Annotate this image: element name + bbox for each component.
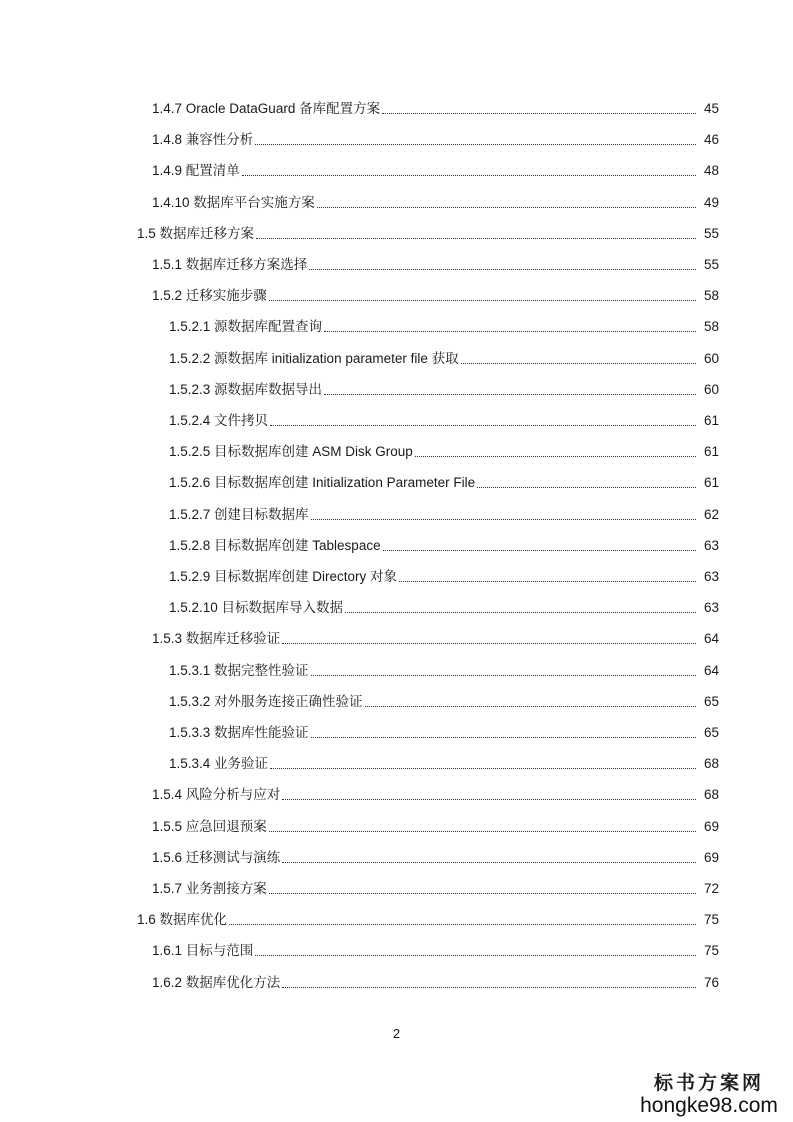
toc-dot-leader [255,955,696,956]
toc-entry-label: 1.5.1 数据库迁移方案选择 [152,257,308,272]
toc-entry-page: 55 [703,257,719,272]
toc-entry-label: 1.5.2.5 目标数据库创建 ASM Disk Group [169,444,413,460]
toc-entry-page: 69 [703,849,719,865]
toc-entry[interactable] [152,782,719,804]
toc-dot-leader [255,144,696,145]
toc-entry-label: 1.5.2.10 目标数据库导入数据 [169,600,344,616]
toc-dot-leader [229,924,696,925]
toc-entry-label: 1.5.2.6 目标数据库创建 Initialization Parameter File [169,475,476,491]
toc-entry[interactable] [169,314,719,336]
toc-entry[interactable] [169,564,719,586]
toc-entry-label: 1.5.2.3 源数据库数据导出 [169,381,323,397]
toc-entry[interactable] [152,190,719,212]
toc-entry-page: 76 [703,974,719,990]
toc-entry-label: 1.5.2.2 源数据库 initialization parameter file 获取 [169,350,459,366]
toc-dot-leader [282,862,696,863]
toc-entry-label: 1.5.6 迁移测试与演练 [152,849,281,865]
toc-entry[interactable] [137,907,719,929]
toc-entry[interactable] [152,158,719,180]
toc-entry-label: 1.5.3.2 对外服务连接正确性验证 [169,693,363,709]
toc-entry-label: 1.5.2 迁移实施步骤 [152,288,267,304]
toc-entry-page: 65 [703,725,719,740]
watermark-url: hongke98.com [640,1094,778,1117]
toc-entry-label: 1.5.3 数据库迁移验证 [152,631,281,647]
toc-dot-leader [270,425,696,426]
toc-dot-leader [311,519,696,520]
toc-entry-page: 45 [703,101,719,116]
toc-entry-page: 63 [703,569,719,584]
toc-entry[interactable] [169,502,719,524]
toc-entry[interactable] [152,938,719,960]
toc-entry-label: 1.4.9 配置清单 [152,163,240,179]
toc-entry-page: 49 [703,194,719,210]
toc-entry-page: 63 [703,600,719,616]
toc-entry-label: 1.4.10 数据库平台实施方案 [152,194,315,210]
toc-dot-leader [269,300,696,301]
toc-entry-page: 46 [703,132,719,148]
watermark-logo [639,1068,779,1117]
toc-entry-page: 68 [703,787,719,803]
toc-entry-label: 1.5.2.7 创建目标数据库 [169,506,309,522]
toc-entry-page: 64 [703,631,719,647]
toc-dot-leader [282,643,696,644]
toc-entry-label: 1.6 数据库优化 [137,912,228,928]
toc-entry[interactable] [169,408,719,430]
toc-entry-page: 68 [703,756,719,772]
watermark-brand: 标书方案网 [653,1072,764,1094]
toc-entry-page: 64 [703,662,719,678]
toc-dot-leader [242,175,696,176]
toc-dot-leader [365,706,696,707]
toc-dot-leader [324,394,696,395]
toc-entry[interactable] [169,595,719,617]
toc-entry[interactable] [169,658,719,680]
toc-entry-label: 1.5.3.3 数据库性能验证 [169,725,309,740]
toc-entry[interactable] [152,283,719,305]
toc-entry[interactable] [152,626,719,648]
toc-entry-page: 63 [703,537,719,553]
toc-entry-page: 75 [703,943,719,959]
toc-dot-leader [317,207,696,208]
toc-entry[interactable] [169,439,719,461]
toc-entry[interactable] [137,221,719,243]
toc-dot-leader [269,893,696,894]
toc-entry-page: 55 [703,225,719,241]
toc-entry-page: 61 [703,444,719,460]
toc-entry-page: 60 [703,381,719,397]
toc-entry-page: 69 [703,818,719,834]
toc-dot-leader [345,612,696,613]
toc-entry-label: 1.5.3.4 业务验证 [169,756,269,772]
toc-entry[interactable] [152,970,719,992]
toc-entry-label: 1.6.1 目标与范围 [152,943,254,959]
toc-entry-label: 1.6.2 数据库优化方法 [152,974,281,990]
toc-entry-label: 1.4.8 兼容性分析 [152,132,254,148]
toc-entry[interactable] [152,127,719,149]
toc-entry-label: 1.5.3.1 数据完整性验证 [169,662,309,678]
toc-entry[interactable] [152,252,719,274]
toc-entry-page: 48 [703,163,719,179]
toc-entry-label: 1.5.2.9 目标数据库创建 Directory 对象 [169,569,398,584]
toc-entry[interactable] [169,377,719,399]
toc-entry-page: 61 [703,475,719,491]
toc-entry-label: 1.5.2.4 文件拷贝 [169,413,269,428]
toc-dot-leader [383,550,696,551]
toc-entry-label: 1.5.4 风险分析与应对 [152,787,281,803]
toc-dot-leader [270,768,696,769]
toc-entry[interactable] [152,814,719,836]
toc-entry[interactable] [152,845,719,867]
toc-entry[interactable] [152,96,719,118]
toc-dot-leader [324,331,696,332]
toc-dot-leader [399,581,696,582]
toc-entry[interactable] [169,751,719,773]
toc-entry-page: 61 [703,413,719,428]
toc-dot-leader [256,238,696,239]
toc-entry[interactable] [169,689,719,711]
toc-entry-page: 72 [703,881,719,896]
toc-entry-label: 1.5.7 业务割接方案 [152,881,267,896]
toc-entry-page: 62 [703,506,719,522]
toc-dot-leader [382,113,696,114]
toc-entry[interactable] [169,720,719,742]
toc-dot-leader [269,831,696,832]
toc-dot-leader [282,987,696,988]
page-number: 2 [392,1026,401,1041]
toc-entry-page: 75 [703,912,719,928]
toc-entry[interactable] [152,876,719,898]
toc-dot-leader [311,737,696,738]
toc-dot-leader [415,456,696,457]
toc-dot-leader [309,269,696,270]
toc-entry-label: 1.5.2.1 源数据库配置查询 [169,319,323,335]
toc-dot-leader [311,675,696,676]
toc-entry-label: 1.5 数据库迁移方案 [137,225,255,241]
toc-entry[interactable] [169,533,719,555]
toc-entry-label: 1.5.5 应急回退预案 [152,818,267,834]
toc-entry-page: 65 [703,693,719,709]
toc-dot-leader [282,799,696,800]
toc-dot-leader [461,363,696,364]
toc-entry-page: 58 [703,288,719,304]
toc-dot-leader [477,487,696,488]
toc-entry[interactable] [169,470,719,492]
toc-entry-page: 60 [703,350,719,366]
toc-entry-page: 58 [703,319,719,335]
toc-entry-label: 1.4.7 Oracle DataGuard 备库配置方案 [152,101,381,116]
toc-entry-label: 1.5.2.8 目标数据库创建 Tablespace [169,537,381,553]
toc-entry[interactable] [169,346,719,368]
